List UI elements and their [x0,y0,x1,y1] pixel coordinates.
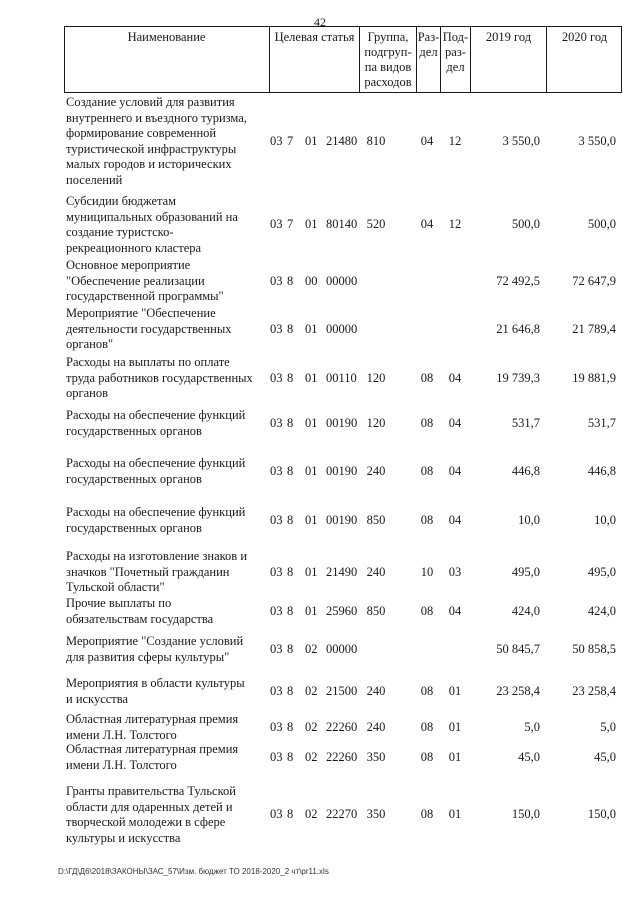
header-2020: 2020 год [546,26,622,93]
row-name-line: Областная литературная премия [66,742,239,756]
page-number: 42 [314,15,326,29]
target-code-subprogram: 8 [287,371,294,385]
row-name [66,784,266,846]
row-name-line: государственных органов [66,520,202,535]
subsection-code: 04 [448,464,462,478]
expense-group: 810 [366,134,386,148]
expense-group: 240 [366,720,386,734]
amount-2019: 5,0 [524,720,540,734]
row-name-line: для развития сферы культуры" [66,649,230,664]
target-code-direction: 25960 [326,604,358,618]
amount-2019: 446,8 [511,464,540,478]
amount-2019: 45,0 [518,750,540,764]
target-code-subprogram: 8 [287,807,294,821]
row-name-line: Расходы на изготовление знаков и [66,549,248,563]
amount-2020: 50 858,5 [572,642,616,656]
row-name [66,549,266,596]
target-code-direction: 00190 [326,464,358,478]
row-name-line: "Обеспечение реализации [66,273,205,288]
target-code-event: 01 [305,513,318,527]
row-name-line: и искусства [66,691,129,706]
expense-group: 350 [366,807,386,821]
row-name-line: области для одаренных детей и [66,799,233,814]
amount-2019: 424,0 [511,604,540,618]
target-code-subprogram: 8 [287,642,294,656]
target-code-event: 01 [305,604,318,618]
row-name-line: муниципальных образований на [66,209,238,224]
expense-group: 120 [366,416,386,430]
row-name [66,742,266,773]
row-name-line: деятельности государственных [66,321,232,336]
target-code-program: 03 [270,807,283,821]
target-code-direction: 22260 [326,750,358,764]
target-code-event: 02 [305,807,318,821]
section-code: 08 [420,371,434,385]
target-code-program: 03 [270,274,283,288]
row-name-line: Мероприятие "Создание условий [66,634,244,648]
target-code-direction: 22270 [326,807,358,821]
amount-2020: 10,0 [594,513,616,527]
target-code-subprogram: 8 [287,604,294,618]
header-target: Целевая статья [269,26,359,93]
target-code-event: 01 [305,565,318,579]
amount-2019: 23 258,4 [496,684,540,698]
row-name [66,634,266,665]
subsection-code: 01 [448,750,462,764]
row-name-line: Расходы на выплаты по оплате [66,355,230,369]
target-code-subprogram: 8 [287,720,294,734]
target-code-direction: 00110 [326,371,357,385]
row-name [66,194,266,256]
amount-2019: 531,7 [511,416,540,430]
target-code-event: 01 [305,134,318,148]
target-code-event: 02 [305,642,318,656]
target-code-program: 03 [270,750,283,764]
row-name-line: государственных органов [66,471,202,486]
row-name-line: Создание условий для развития [66,95,235,109]
section-code: 08 [420,807,434,821]
target-code-subprogram: 8 [287,322,294,336]
row-name-line: обязательствам государства [66,611,214,626]
row-name-line: значков "Почетный гражданин [66,564,230,579]
target-code-program: 03 [270,416,283,430]
amount-2020: 72 647,9 [572,274,616,288]
row-name [66,95,266,188]
expense-group: 240 [366,565,386,579]
row-name [66,306,266,353]
row-name-line: государственных органов [66,423,202,438]
amount-2019: 10,0 [518,513,540,527]
target-code-subprogram: 8 [287,513,294,527]
subsection-code: 01 [448,720,462,734]
amount-2019: 3 550,0 [502,134,540,148]
subsection-code: 01 [448,807,462,821]
subsection-code: 01 [448,684,462,698]
target-code-event: 00 [305,274,318,288]
row-name [66,505,266,536]
amount-2019: 19 739,3 [496,371,540,385]
target-code-direction: 80140 [326,217,358,231]
subsection-code: 03 [448,565,462,579]
target-code-program: 03 [270,322,283,336]
target-code-program: 03 [270,134,283,148]
target-code-direction: 00000 [326,274,358,288]
section-code: 08 [420,513,434,527]
row-name-line: Гранты правительства Тульской [66,784,236,798]
target-code-subprogram: 8 [287,416,294,430]
row-name-line: государственной программы" [66,289,224,303]
row-name-line: создание туристско- [66,225,174,239]
target-code-subprogram: 8 [287,684,294,698]
target-code-event: 01 [305,322,318,336]
target-code-program: 03 [270,684,283,698]
amount-2019: 500,0 [511,217,540,231]
amount-2020: 424,0 [587,604,616,618]
amount-2020: 495,0 [587,565,616,579]
expense-group: 850 [366,604,386,618]
target-code-program: 03 [270,513,283,527]
row-name-line: Расходы на обеспечение функций [66,456,246,470]
row-name-line: внутреннего и въездного туризма, [66,110,247,125]
row-name-line: формирование современной [66,126,217,140]
row-name-line: органов" [66,337,114,351]
header-group: Группа, подгруп- па видов расходов [359,26,416,93]
section-code: 08 [420,416,434,430]
row-name [66,258,266,305]
row-name [66,456,266,487]
header-subsection: Под- раз- дел [440,26,470,93]
header-2019: 2019 год [470,26,546,93]
target-code-program: 03 [270,217,283,231]
file-path-footer: D:\ГД\Д6\2018\ЗАКОНЫ\ЗАС_57\Изм. бюджет ТО 2018-2020_2 чт\pr11.xls [58,867,329,876]
target-code-program: 03 [270,565,283,579]
row-name-line: имени Л.Н. Толстого [66,757,177,772]
target-code-subprogram: 8 [287,565,294,579]
section-code: 08 [420,464,434,478]
row-name-line: органов [66,386,109,400]
row-name-line: имени Л.Н. Толстого [66,727,177,742]
amount-2019: 72 492,5 [496,274,540,288]
target-code-program: 03 [270,642,283,656]
row-name-line: малых городов и исторических [66,157,232,171]
target-code-event: 02 [305,720,318,734]
section-code: 04 [420,134,434,148]
target-code-event: 01 [305,464,318,478]
amount-2020: 150,0 [587,807,616,821]
row-name-line: Мероприятия в области культуры [66,676,245,690]
section-code: 04 [420,217,434,231]
row-name-line: Расходы на обеспечение функций [66,408,246,422]
target-code-direction: 21480 [326,134,358,148]
row-name-line: туристической инфраструктуры [66,141,237,156]
target-code-event: 02 [305,684,318,698]
amount-2020: 446,8 [587,464,616,478]
amount-2020: 500,0 [587,217,616,231]
row-name-line: культуры и искусства [66,830,181,845]
subsection-code: 04 [448,371,462,385]
row-name-line: рекреационного кластера [66,240,202,255]
row-name [66,408,266,439]
row-name-line: Расходы на обеспечение функций [66,505,246,519]
row-name-line: Основное мероприятие [66,258,191,272]
amount-2020: 45,0 [594,750,616,764]
row-name [66,596,266,627]
target-code-program: 03 [270,720,283,734]
subsection-code: 12 [448,217,462,231]
target-code-direction: 00190 [326,416,358,430]
amount-2019: 50 845,7 [496,642,540,656]
target-code-subprogram: 7 [287,217,294,231]
target-code-subprogram: 7 [287,134,294,148]
row-name-line: Областная литературная премия [66,712,239,726]
row-name-line: Прочие выплаты по [66,596,172,610]
target-code-subprogram: 8 [287,274,294,288]
target-code-direction: 00000 [326,642,358,656]
target-code-event: 01 [305,371,318,385]
row-name-line: творческой молодежи в сфере [66,815,226,829]
expense-group: 120 [366,371,386,385]
expense-group: 240 [366,684,386,698]
target-code-program: 03 [270,371,283,385]
row-name-line: поселений [66,172,123,187]
section-code: 10 [420,565,434,579]
subsection-code: 04 [448,416,462,430]
amount-2019: 495,0 [511,565,540,579]
row-name-line: Субсидии бюджетам [66,194,177,208]
target-code-direction: 00190 [326,513,358,527]
header-section: Раз- дел [416,26,440,93]
section-code: 08 [420,720,434,734]
row-name [66,712,266,743]
target-code-event: 01 [305,217,318,231]
subsection-code: 04 [448,513,462,527]
amount-2020: 5,0 [600,720,616,734]
header-name: Наименование [127,30,206,44]
target-code-subprogram: 8 [287,464,294,478]
expense-group: 240 [366,464,386,478]
amount-2020: 3 550,0 [578,134,616,148]
expense-group: 350 [366,750,386,764]
target-code-subprogram: 8 [287,750,294,764]
amount-2020: 21 789,4 [572,322,616,336]
target-code-program: 03 [270,464,283,478]
target-code-event: 01 [305,416,318,430]
amount-2020: 23 258,4 [572,684,616,698]
amount-2020: 531,7 [587,416,616,430]
target-code-event: 02 [305,750,318,764]
row-name-line: труда работников государственных [66,370,253,385]
target-code-direction: 22260 [326,720,358,734]
subsection-code: 12 [448,134,462,148]
target-code-direction: 21490 [326,565,358,579]
expense-group: 520 [366,217,386,231]
amount-2019: 150,0 [511,807,540,821]
section-code: 08 [420,604,434,618]
amount-2020: 19 881,9 [572,371,616,385]
row-name-line: Мероприятие "Обеспечение [66,306,216,320]
subsection-code: 04 [448,604,462,618]
row-name [66,355,266,402]
section-code: 08 [420,684,434,698]
row-name-line: Тульской области" [66,580,165,594]
amount-2019: 21 646,8 [496,322,540,336]
row-name [66,676,266,707]
target-code-direction: 21500 [326,684,358,698]
target-code-program: 03 [270,604,283,618]
section-code: 08 [420,750,434,764]
expense-group: 850 [366,513,386,527]
target-code-direction: 00000 [326,322,358,336]
